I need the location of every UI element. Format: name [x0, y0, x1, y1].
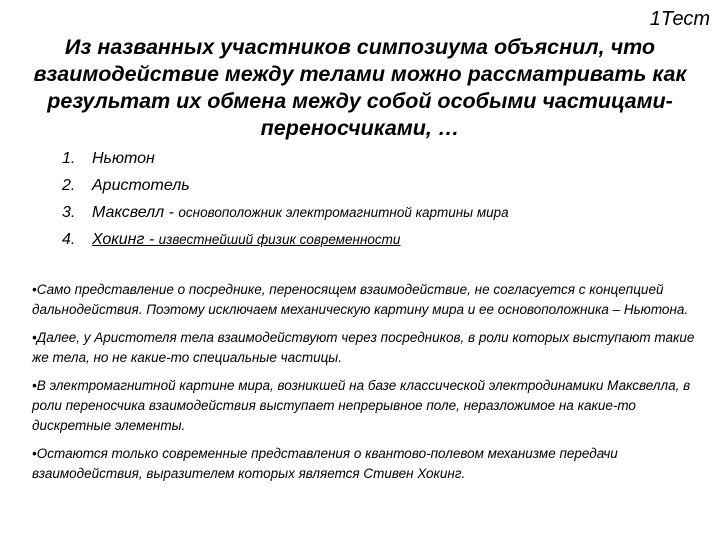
option-number: 2.	[62, 177, 76, 194]
option-note: основоположник электромагнитной картины мира	[178, 205, 509, 220]
explanation-paragraph: •Остаются только современные представления о квантово-полевом механизме передачи взаимодействия, выразителем которых является Стивен Хокинг.	[32, 446, 618, 481]
option-number: 4.	[62, 231, 76, 248]
option-name: Аристотель	[92, 177, 190, 194]
question-text: Из названных участников симпозиума объяснил, что взаимодействие между телами можно рассматривать как результат их обмена между собой особыми частицами-переносчиками, …	[33, 35, 687, 140]
answer-option-4[interactable]	[62, 226, 509, 253]
answer-options	[62, 145, 509, 253]
option-number: 3.	[62, 204, 76, 221]
explanation-paragraph: •Далее, у Аристотеля тела взаимодействуют через посредников, в роли которых выступают такие же тела, но не какие-то специальные частицы.	[32, 330, 695, 365]
slide-number: 1Тест	[649, 8, 710, 30]
explanation-paragraph: •В электромагнитной картине мира, возникшей на базе классической электродинамики Максвелла, в роли переносчика взаимодействия выступает непрерывное поле, неразложимое на какие-то дискретные элементы.	[32, 378, 691, 433]
option-number: 1.	[62, 150, 76, 167]
option-name: Хокинг -	[92, 231, 159, 248]
option-note: известнейший физик современности	[158, 232, 401, 247]
answer-option-1[interactable]	[62, 145, 509, 172]
answer-option-3[interactable]	[62, 199, 509, 226]
option-name: Ньютон	[92, 150, 155, 167]
answer-option-2[interactable]	[62, 172, 509, 199]
option-name: Максвелл -	[92, 204, 179, 221]
explanation-paragraph: •Само представление о посреднике, переносящем взаимодействие, не согласуется с концепцией дальнодействия. Поэтому исключаем механическую картину мира и ее основоположника – Ньютона.	[32, 282, 689, 317]
explanation-block	[32, 280, 697, 492]
